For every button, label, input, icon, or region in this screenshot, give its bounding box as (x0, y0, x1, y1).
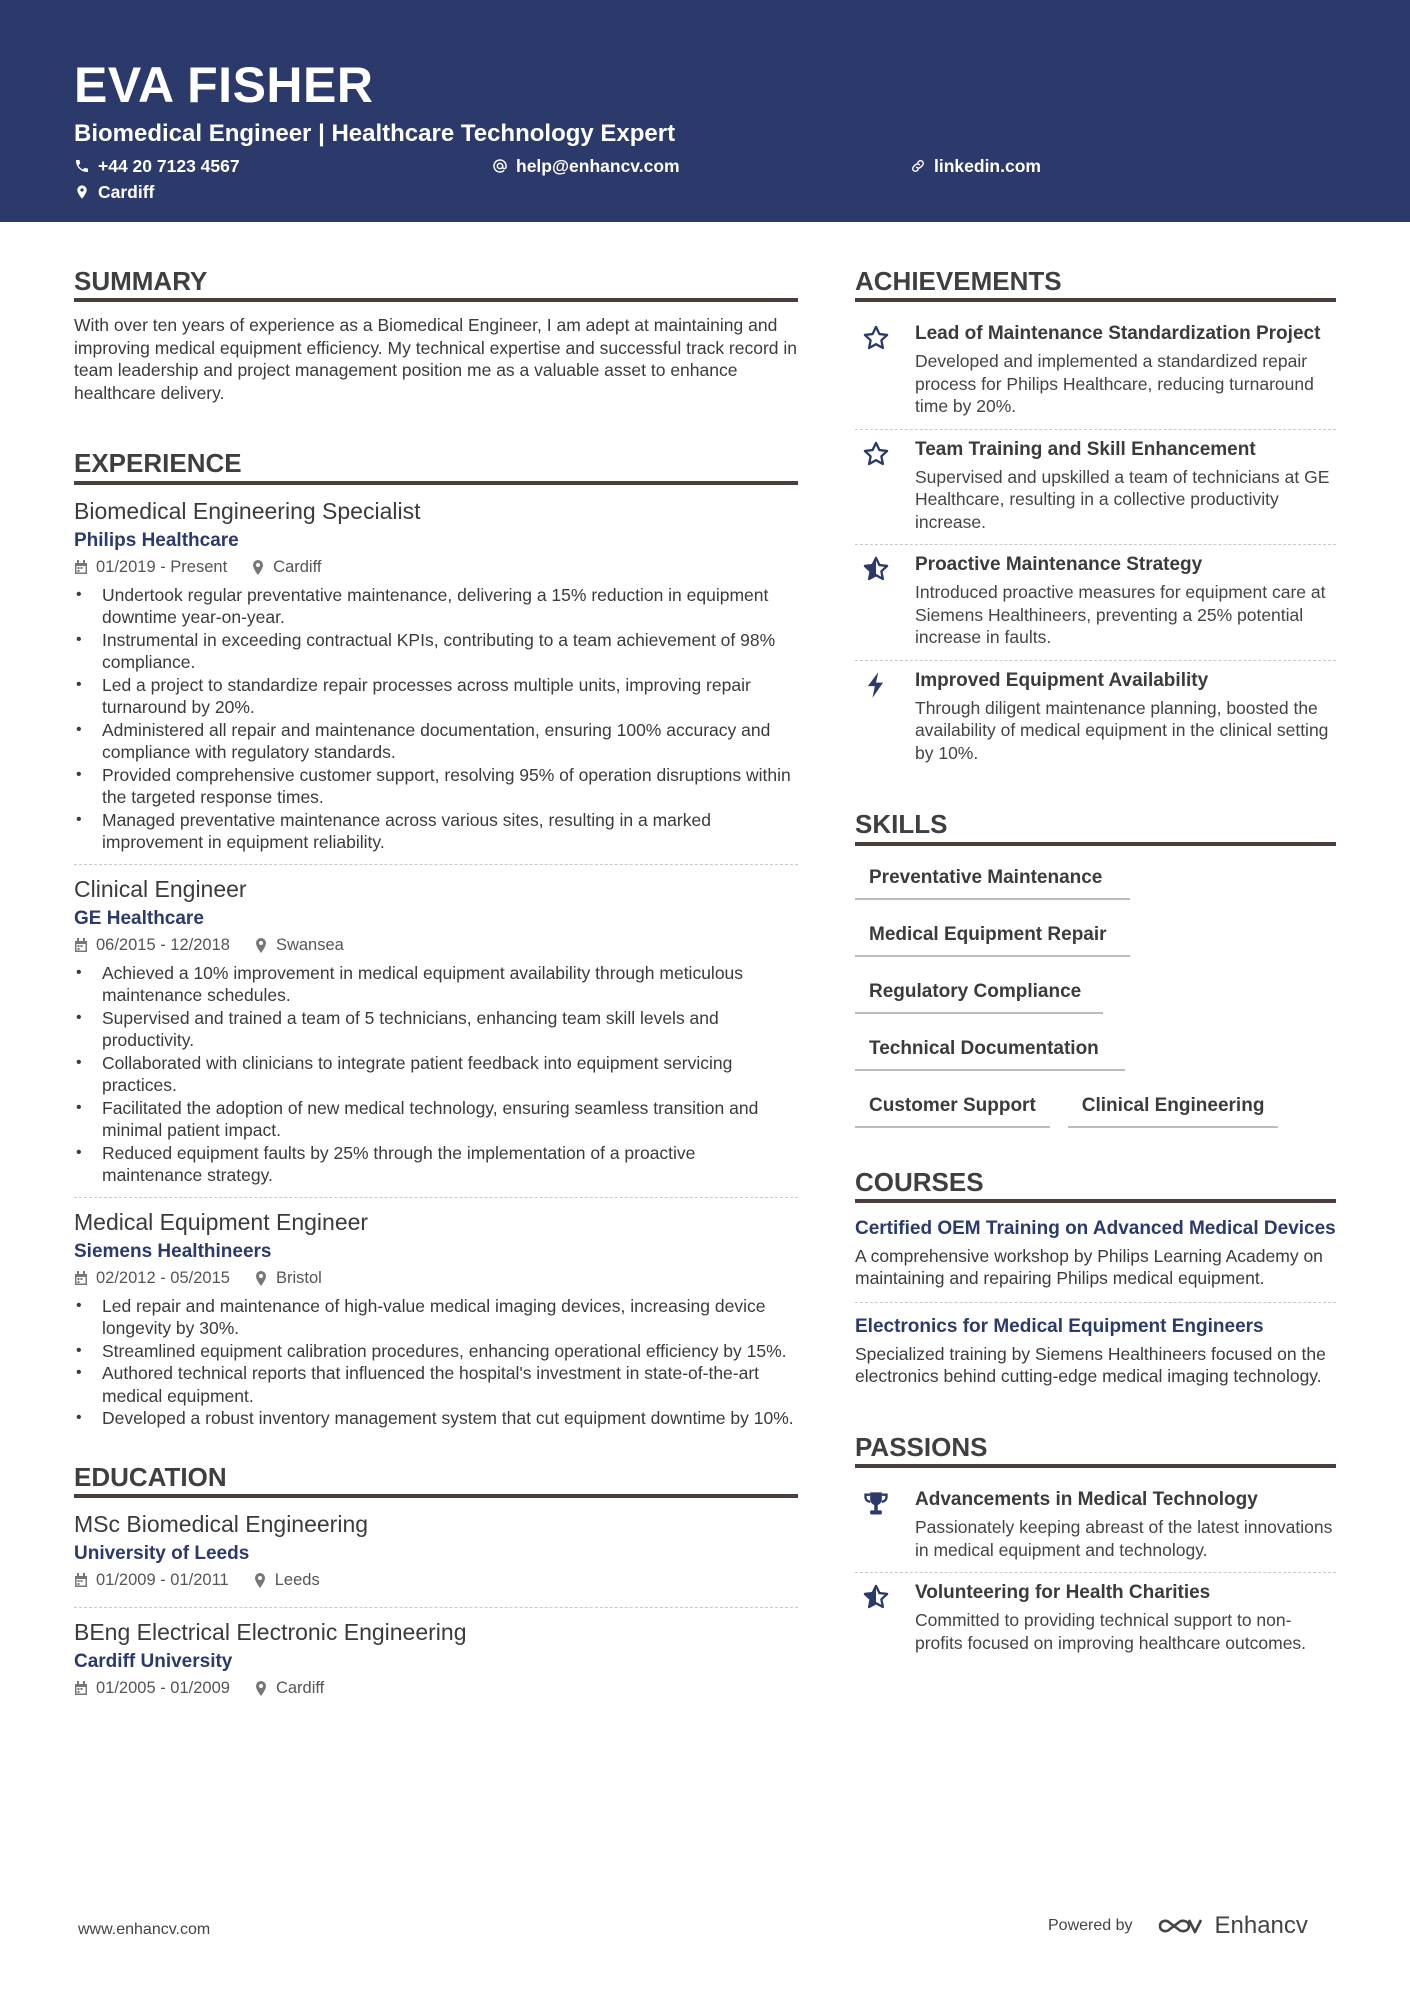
passion-item (855, 1480, 1336, 1572)
enhancv-logo-icon (1157, 1915, 1203, 1937)
job-bullet: • Streamlined equipment calibration procedures, enhancing operational efficiency by 15%. (74, 1340, 798, 1363)
enhancv-brand-text: Enhancv (1214, 1912, 1308, 1939)
lightning-icon (862, 671, 890, 699)
skills-section (855, 811, 1336, 1142)
candidate-name: EVA FISHER (74, 57, 374, 113)
job-bullet: • Managed preventative maintenance across various sites, resulting in a marked improvement in equipment reliability. (74, 809, 798, 854)
at-icon (492, 158, 508, 174)
location-text: Cardiff (98, 181, 155, 202)
location-pin-icon (254, 1681, 268, 1696)
education-location: Leeds (274, 1571, 320, 1590)
job-meta (74, 935, 798, 957)
job-bullet: • Provided comprehensive customer support, resolving 95% of operation disruptions within the targeted response times. (74, 764, 798, 809)
achievement-description: Developed and implemented a standardized repair process for Philips Healthcare, reducing turnaround time by 20%. (915, 351, 1314, 417)
phone-icon (74, 158, 90, 174)
summary-text: With over ten years of experience as a Biomedical Engineer, I am adept at maintaining and improving medical equipment efficiency. My technical expertise and successful track record in team leadership and project management position me as a valuable asset to enhance healthcare delivery. (74, 315, 798, 403)
course-item (855, 1215, 1336, 1302)
achievements-heading: ACHIEVEMENTS (855, 268, 1336, 302)
star-half-icon (862, 1583, 890, 1611)
star-outline-icon (862, 440, 890, 468)
job-meta (74, 557, 798, 579)
star-outline-icon (862, 324, 890, 352)
passion-description: Passionately keeping abreast of the latest innovations in medical equipment and technology. (915, 1517, 1333, 1560)
job-bullets (74, 962, 798, 1187)
education-section (74, 1461, 798, 1715)
experience-section (74, 450, 798, 1439)
job-location: Cardiff (273, 558, 322, 577)
phone-text: +44 20 7123 4567 (98, 155, 240, 176)
job-bullet: • Achieved a 10% improvement in medical equipment availability through meticulous maintenance schedules. (74, 962, 798, 1007)
job-bullets (74, 1295, 798, 1430)
education-location: Cardiff (275, 1679, 325, 1698)
job-bullet: • Reduced equipment faults by 25% through the implementation of a proactive maintenance strategy. (74, 1142, 798, 1187)
contact-phone[interactable] (74, 156, 492, 176)
footer-branding (1048, 1912, 1308, 1940)
passions-heading: PASSIONS (855, 1434, 1336, 1468)
company-name: GE Healthcare (74, 907, 204, 929)
job-bullet: • Instrumental in exceeding contractual KPIs, contributing to a team achievement of 98% compliance. (74, 629, 798, 674)
contact-linkedin[interactable] (910, 156, 1328, 176)
skill-tag: Clinical Engineering (1068, 1086, 1279, 1128)
education-entry (74, 1607, 798, 1715)
experience-entry (74, 864, 798, 1197)
achievement-title: Proactive Maintenance Strategy (915, 554, 1203, 576)
job-bullet: • Led a project to standardize repair processes across multiple units, improving repair turnaround by 20%. (74, 674, 798, 719)
achievement-item (855, 314, 1336, 429)
enhancv-logo[interactable] (1157, 1912, 1308, 1940)
job-bullet: • Supervised and trained a team of 5 technicians, enhancing team skill levels and productivity. (74, 1007, 798, 1052)
job-dates: 06/2015 - 12/2018 (96, 936, 230, 955)
achievement-item (855, 660, 1336, 776)
job-bullet: • Led repair and maintenance of high-value medical imaging devices, increasing device longevity by 30%. (74, 1295, 798, 1340)
left-column (74, 268, 798, 1715)
trophy-icon (862, 1490, 890, 1518)
calendar-icon (74, 560, 88, 575)
passion-description: Committed to providing technical support to non-profits focused on improving healthcare outcomes. (915, 1610, 1307, 1653)
job-title: Biomedical Engineering Specialist (74, 497, 421, 524)
school-name: University of Leeds (74, 1542, 250, 1564)
job-meta (74, 1268, 798, 1290)
courses-section (855, 1166, 1336, 1400)
school-name: Cardiff University (74, 1650, 233, 1672)
education-dates: 01/2009 - 01/2011 (96, 1571, 229, 1590)
experience-entry (74, 497, 798, 864)
skill-tag: Technical Documentation (855, 1029, 1125, 1071)
job-bullet: • Authored technical reports that influenced the hospital's investment in state-of-the-art medical equipment. (74, 1362, 798, 1407)
job-bullets (74, 584, 798, 854)
footer-website[interactable]: www.enhancv.com (78, 1921, 211, 1938)
education-entry (74, 1510, 798, 1607)
job-dates: 01/2019 - Present (96, 558, 228, 577)
job-bullet: • Collaborated with clinicians to integrate patient feedback into equipment servicing practices. (74, 1052, 798, 1097)
achievement-item (855, 544, 1336, 660)
job-location: Swansea (275, 936, 344, 955)
experience-entry (74, 1197, 798, 1440)
calendar-icon (74, 1271, 88, 1286)
education-meta (74, 1678, 798, 1700)
job-bullet: • Developed a robust inventory management system that cut equipment downtime by 10%. (74, 1407, 798, 1430)
location-pin-icon (251, 560, 265, 575)
courses-heading: COURSES (855, 1169, 1336, 1203)
education-heading: EDUCATION (74, 1464, 798, 1498)
course-description: Specialized training by Siemens Healthineers focused on the electronics behind cutting-edge medical imaging technology. (855, 1343, 1326, 1387)
course-description: A comprehensive workshop by Philips Learning Academy on maintaining and repairing Philips medical equipment. (855, 1245, 1323, 1289)
contact-row (74, 156, 1336, 202)
education-meta (74, 1570, 798, 1592)
passions-section (855, 1431, 1336, 1665)
degree-title: MSc Biomedical Engineering (74, 1510, 369, 1537)
job-title: Medical Equipment Engineer (74, 1208, 369, 1235)
star-half-icon (862, 555, 890, 583)
job-bullet: • Administered all repair and maintenance documentation, ensuring 100% accuracy and compliance with regulatory standards. (74, 719, 798, 764)
linkedin-text: linkedin.com (934, 155, 1041, 176)
job-location: Bristol (275, 1269, 322, 1288)
candidate-tagline: Biomedical Engineer | Healthcare Technology Expert (74, 120, 676, 147)
summary-section (74, 268, 798, 404)
achievement-title: Team Training and Skill Enhancement (915, 438, 1256, 460)
passion-item (855, 1572, 1336, 1665)
powered-by-text: Powered by (1048, 1917, 1133, 1934)
skills-heading: SKILLS (855, 811, 1336, 845)
summary-heading: SUMMARY (74, 268, 798, 302)
job-title: Clinical Engineer (74, 875, 247, 902)
achievement-title: Lead of Maintenance Standardization Project (915, 323, 1321, 345)
course-title: Certified OEM Training on Advanced Medical Devices (855, 1217, 1336, 1239)
skill-tag: Preventative Maintenance (855, 858, 1130, 900)
skills-list (855, 858, 1336, 1143)
job-bullet: • Undertook regular preventative maintenance, delivering a 15% reduction in equipment downtime year-on-year. (74, 584, 798, 629)
company-name: Siemens Healthineers (74, 1240, 272, 1262)
calendar-icon (74, 1573, 88, 1588)
job-dates: 02/2012 - 05/2015 (96, 1269, 230, 1288)
resume-header (0, 0, 1410, 222)
achievement-item (855, 429, 1336, 545)
location-pin-icon (254, 1271, 268, 1286)
passion-title: Volunteering for Health Charities (915, 1582, 1211, 1604)
calendar-icon (74, 1681, 88, 1696)
experience-heading: EXPERIENCE (74, 450, 798, 484)
email-text: help@enhancv.com (516, 155, 680, 176)
location-pin-icon (254, 938, 268, 953)
course-title: Electronics for Medical Equipment Engineers (855, 1315, 1264, 1337)
location-pin-icon (74, 184, 90, 200)
right-column (855, 268, 1336, 1665)
achievement-description: Through diligent maintenance planning, boosted the availability of medical equipment in the clinical setting by 10%. (915, 697, 1329, 763)
achievement-description: Introduced proactive measures for equipment care at Siemens Healthineers, preventing a 25% potential increase in faults. (915, 582, 1326, 648)
calendar-icon (74, 938, 88, 953)
contact-email[interactable] (492, 156, 910, 176)
passion-title: Advancements in Medical Technology (915, 1489, 1258, 1511)
job-bullet: • Facilitated the adoption of new medical technology, ensuring seamless transition and minimal patient impact. (74, 1097, 798, 1142)
course-item (855, 1302, 1336, 1400)
skill-tag: Regulatory Compliance (855, 972, 1103, 1014)
education-dates: 01/2005 - 01/2009 (96, 1679, 230, 1698)
skill-tag: Medical Equipment Repair (855, 915, 1130, 957)
achievements-section (855, 268, 1336, 775)
skill-tag: Customer Support (855, 1086, 1050, 1128)
achievement-description: Supervised and upskilled a team of technicians at GE Healthcare, resulting in a collective productivity increase. (915, 466, 1330, 532)
link-icon (910, 158, 926, 174)
location-pin-icon (253, 1573, 267, 1588)
company-name: Philips Healthcare (74, 529, 239, 551)
contact-location (74, 182, 492, 202)
degree-title: BEng Electrical Electronic Engineering (74, 1618, 467, 1645)
achievement-title: Improved Equipment Availability (915, 669, 1209, 691)
